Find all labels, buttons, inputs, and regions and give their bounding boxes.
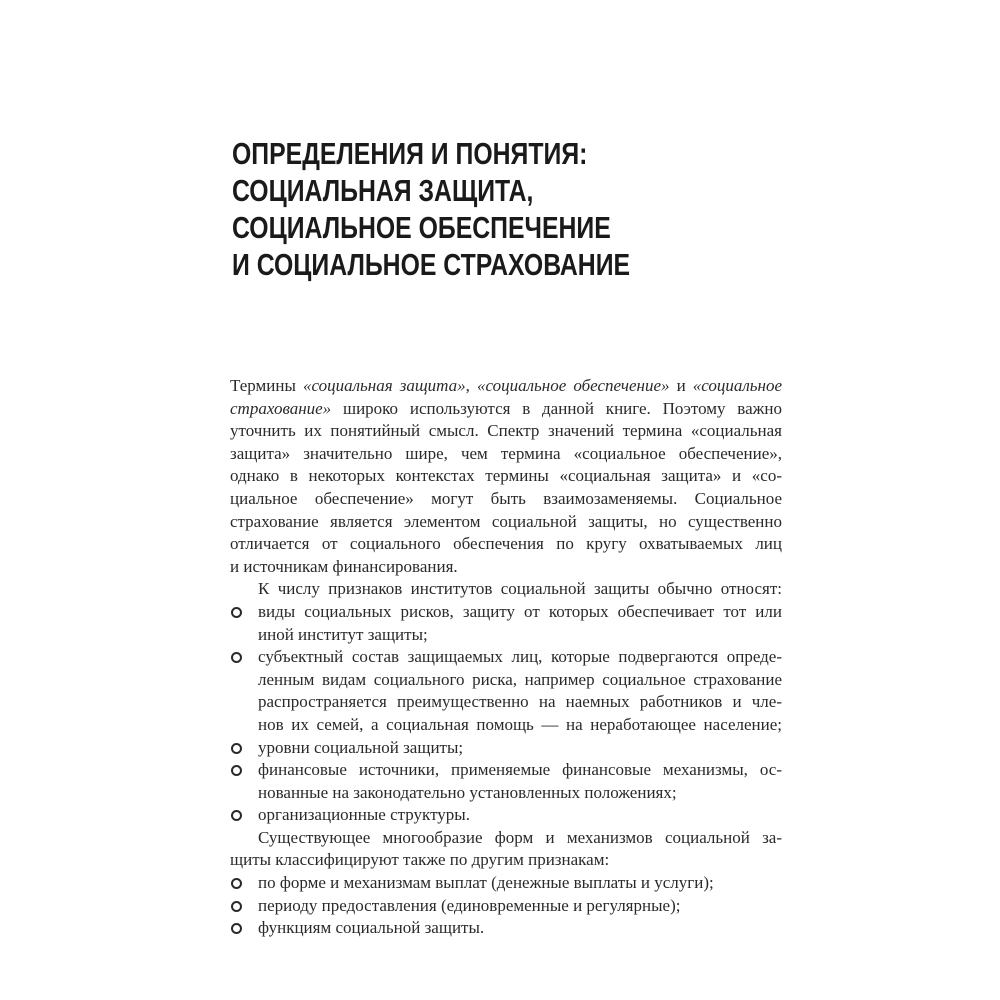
text-span: широко используются в данной книге. Поэтому важно — [331, 398, 782, 418]
text-line: уточнить их понятийный смысл. Спектр значений термина «социальная — [230, 421, 782, 441]
title-line: И СОЦИАЛЬНОЕ СТРАХОВАНИЕ — [232, 247, 631, 282]
text-line: циальное обеспечение» могут быть взаимозаменяемы. Социальное — [230, 488, 782, 508]
title-line: СОЦИАЛЬНАЯ ЗАЩИТА, — [232, 173, 534, 208]
classification-list — [230, 872, 782, 940]
text-line: и источникам финансирования. — [230, 556, 458, 576]
features-list — [230, 601, 782, 827]
list-item — [230, 601, 782, 646]
text-line: щиты классифицируют также по другим признакам: — [230, 850, 610, 870]
list-item — [230, 895, 782, 918]
text-line: ленным видам социального риска, например социальное страхование — [258, 669, 782, 689]
text-line: защита» значительно шире, чем термина «социальное обеспечение», — [230, 443, 782, 463]
chapter-title — [232, 135, 730, 283]
list-item — [230, 646, 782, 736]
text-line: страхование является элементом социальной защиты, но существенно — [230, 511, 782, 531]
text-line: отличается от социального обеспечения по кругу охватываемых лиц — [230, 534, 782, 554]
text-line: периоду предоставления (единовременные и регулярные); — [258, 895, 681, 915]
term-italic: страхование» — [230, 398, 332, 418]
circle-bullet-icon — [231, 743, 242, 754]
list-item — [230, 804, 782, 827]
list-item — [230, 737, 782, 760]
list-item — [230, 872, 782, 895]
text-line: распространяется преимущественно на наемных работников и чле- — [258, 692, 782, 712]
text-line — [230, 398, 782, 421]
body-text — [230, 375, 782, 940]
text-line: субъектный состав защищаемых лиц, которые подвергаются опреде- — [258, 647, 782, 667]
intro-paragraph — [230, 375, 782, 578]
term-italic: «социальное — [692, 376, 783, 395]
text-line: уровни социальной защиты; — [258, 737, 464, 757]
circle-bullet-icon — [231, 901, 242, 912]
circle-bullet-icon — [231, 878, 242, 889]
text-line: Существующее многообразие форм и механизмов социальной за- — [258, 827, 782, 847]
text-line: виды социальных рисков, защиту от которых обеспечивает тот или — [258, 601, 782, 621]
list-item — [230, 917, 782, 940]
list-item — [230, 759, 782, 804]
circle-bullet-icon — [231, 607, 242, 618]
text-line: нов их семей, а социальная помощь — на неработающее население; — [258, 714, 782, 734]
text-line — [230, 375, 782, 398]
title-line: СОЦИАЛЬНОЕ ОБЕСПЕЧЕНИЕ — [232, 210, 611, 245]
text-line: нованные на законодательно установленных положениях; — [258, 782, 677, 802]
text-span: Термины — [230, 376, 303, 395]
text-line: по форме и механизмам выплат (денежные выплаты и услуги); — [258, 873, 714, 893]
text-line: финансовые источники, применяемые финансовые механизмы, ос- — [258, 760, 782, 780]
text-line: однако в некоторых контекстах термины «социальная защита» и «со- — [230, 466, 782, 486]
text-line: функциям социальной защиты. — [258, 918, 485, 938]
term-italic: «социальная защита» — [303, 376, 466, 395]
circle-bullet-icon — [231, 923, 242, 934]
circle-bullet-icon — [231, 652, 242, 663]
title-line: ОПРЕДЕЛЕНИЯ И ПОНЯТИЯ: — [232, 136, 588, 171]
circle-bullet-icon — [231, 810, 242, 821]
paragraph-classification — [230, 827, 782, 872]
text-line: организационные структуры. — [258, 805, 470, 825]
text-span: , — [465, 376, 477, 395]
text-span: и — [669, 376, 693, 395]
circle-bullet-icon — [231, 765, 242, 776]
paragraph-features: К числу признаков институтов социальной защиты обычно относят: — [258, 579, 782, 599]
term-italic: «социальное обеспечение» — [477, 376, 670, 395]
text-line: иной институт защиты; — [258, 624, 428, 644]
